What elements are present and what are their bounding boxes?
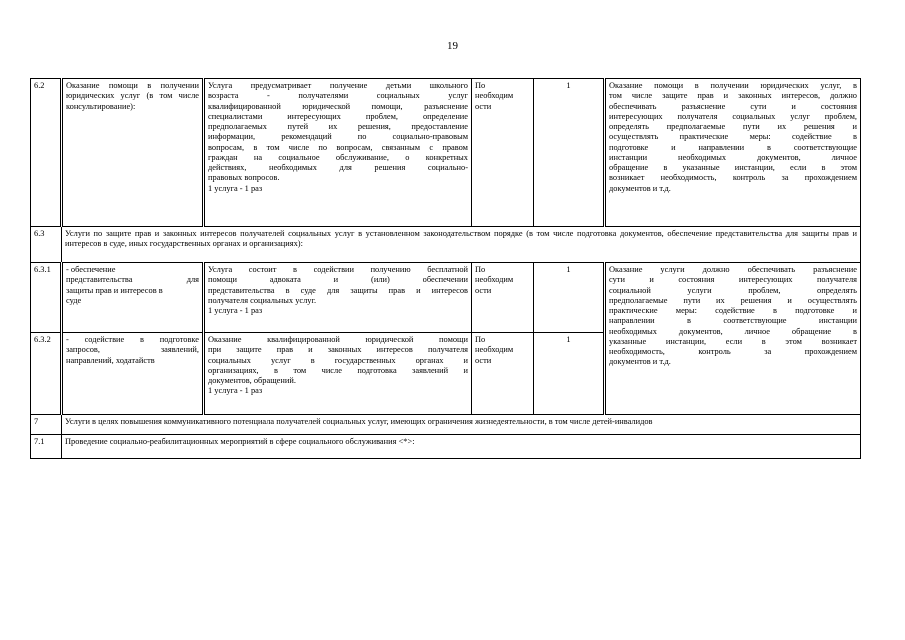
row-number: 6.2: [31, 79, 62, 227]
table-row: [31, 415, 861, 435]
service-name: - содействие в подготовке запросов, заявлений, направлений, ходатайств: [62, 333, 204, 415]
row-number: 7: [31, 415, 62, 435]
page-number: 19: [447, 40, 458, 52]
service-description: Оказание квалифицированной юридической помощи при защите прав и законных интересов получателя социальных услуг в государственных органах и организациях, в том числе подготовка заявлений и документов, обращений. 1 услуга - 1 раз: [204, 333, 472, 415]
section-title: Проведение социально-реабилитационных мероприятий в сфере социального обслуживания <*>:: [62, 435, 861, 459]
row-number: 7.1: [31, 435, 62, 459]
service-frequency: По необходим ости: [472, 79, 534, 227]
row-number: 6.3.2: [31, 333, 62, 415]
section-title: Услуги по защите прав и законных интересов получателей социальных услуг в установленном законодательством порядке (в том числе подготовка документов, обеспечение представительства для защиты прав и интересов в суде, иных государственных органах и организациях):: [62, 227, 861, 263]
row-number: 6.3: [31, 227, 62, 263]
service-frequency: По необходим ости: [472, 333, 534, 415]
service-frequency: По необходим ости: [472, 263, 534, 333]
table-row: [31, 263, 861, 333]
service-description: Услуга состоит в содействии получению бесплатной помощи адвоката и (или) обеспечении представительства в суде для защиты прав и интересов получателя социальных услуг. 1 услуга - 1 раз: [204, 263, 472, 333]
service-quantity: 1: [534, 79, 605, 227]
service-result: Оказание помощи в получении юридических услуг, в том числе защите прав и законных интересов, должно обеспечивать разъяснение сути и состояния интересующих получателя социальных услуг проблем, определять предполагаемые пути их решения и осуществлять практические меры: содействие в подготовке и направлении в соответствующие инстанции необходимых документов, личное обращение в указанные инстанции, если в этом возникает необходимость, контроль за прохождением документов и т.д.: [605, 79, 861, 227]
row-number: 6.3.1: [31, 263, 62, 333]
table-row: [31, 79, 861, 227]
service-quantity: 1: [534, 333, 605, 415]
services-table: [30, 78, 861, 459]
table-row: [31, 227, 861, 263]
service-result: Оказание услуги должно обеспечивать разъяснение сути и состояния интересующих получателя социальной услуги проблем, определять предполагаемые пути их решения и осуществлять практические меры: содействие в подготовке и направлении в соответствующие инстанции необходимых документов, личное обращение в указанные инстанции, если в этом возникает необходимость, контроль за прохождением документов и т.д.: [605, 263, 861, 415]
service-description: Услуга предусматривает получение детьми школьного возраста - получателями социальных услуг квалифицированной юридической помощи, разъяснение специалистами интересующих проблем, определение предполагаемых путей их решения, предоставление информации, рекомендаций по социально-правовым вопросам, в том числе по вопросам, связанным с правом граждан на социальное обслуживание, о конкретных действиях, необходимых для решения социально- правовых вопросов. 1 услуга - 1 раз: [204, 79, 472, 227]
service-name: Оказание помощи в получении юридических услуг (в том числе консультирование):: [62, 79, 204, 227]
service-quantity: 1: [534, 263, 605, 333]
table-row: [31, 435, 861, 459]
section-title: Услуги в целях повышения коммуникативного потенциала получателей социальных услуг, имеющих ограничения жизнедеятельности, в том числе детей-инвалидов: [62, 415, 861, 435]
service-name: - обеспечение представительства для защиты прав и интересов в суде: [62, 263, 204, 333]
